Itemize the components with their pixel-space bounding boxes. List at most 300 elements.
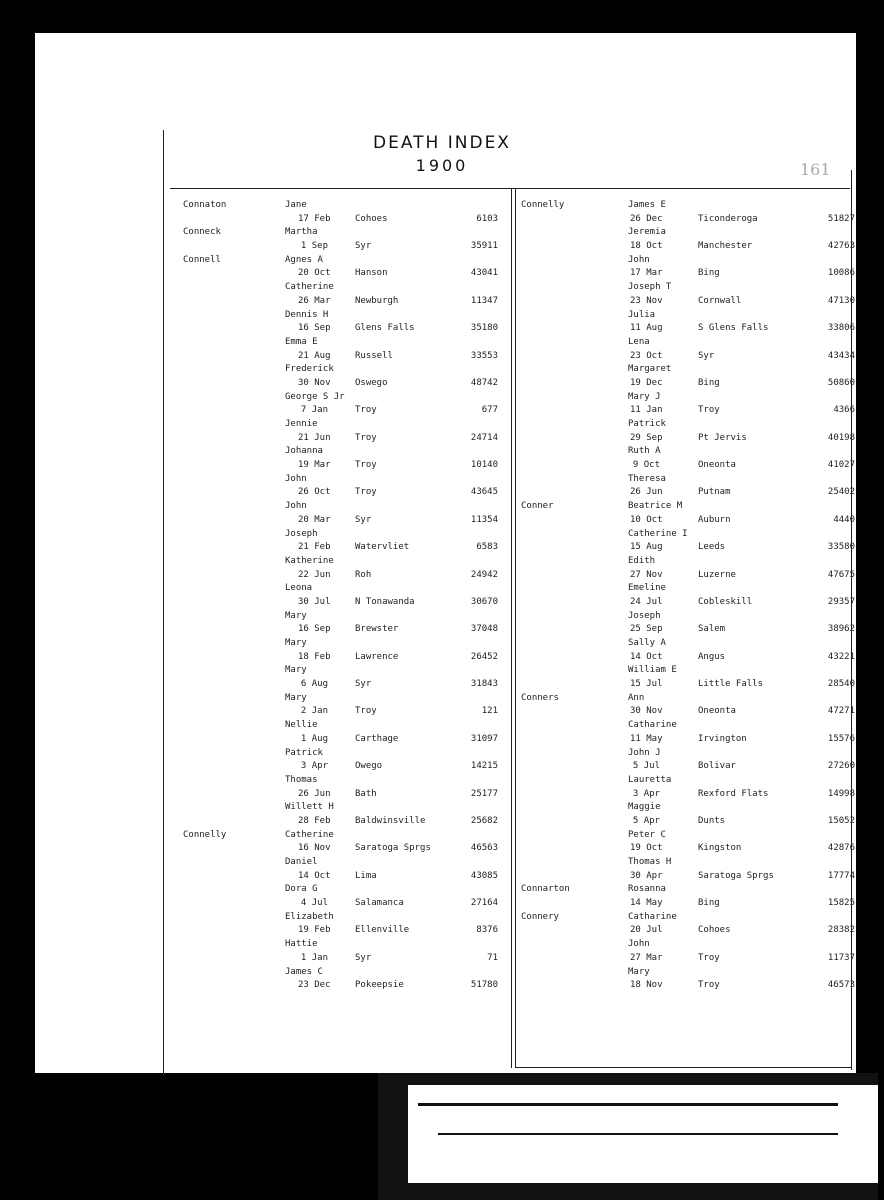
given-name-cell: James C <box>285 966 323 977</box>
surname-cell: Connell <box>183 254 221 265</box>
index-row <box>170 227 510 241</box>
date-cell: 22 Jun <box>298 569 331 580</box>
surname-cell: Connelly <box>521 200 565 210</box>
place-cell: Bing <box>698 268 720 279</box>
index-row <box>518 748 853 762</box>
index-row <box>170 296 510 310</box>
index-row <box>518 624 853 638</box>
date-cell: 30 Nov <box>630 706 663 717</box>
place-cell: Salem <box>698 624 726 635</box>
place-cell: Manchester <box>698 241 753 252</box>
place-cell: Troy <box>355 460 377 471</box>
date-cell: 17 Mar <box>630 268 663 279</box>
certificate-number-cell: 8376 <box>476 925 498 936</box>
index-row <box>170 200 510 214</box>
index-row <box>170 419 510 433</box>
place-cell: Syr <box>355 952 372 963</box>
index-row <box>170 761 510 775</box>
given-name-cell: Nellie <box>285 720 318 731</box>
date-cell: 4 Jul <box>300 898 328 909</box>
index-row <box>518 843 853 857</box>
surname-cell: Conners <box>521 692 559 703</box>
date-cell: 20 Mar <box>298 514 331 525</box>
place-cell: Lima <box>355 870 377 881</box>
date-cell: 11 Aug <box>630 323 663 334</box>
given-name-cell: Patrick <box>628 419 666 429</box>
date-cell: 25 Sep <box>630 624 663 635</box>
given-name-cell: Mary <box>628 966 650 977</box>
given-name-cell: Theresa <box>628 473 666 484</box>
index-row <box>170 501 510 515</box>
index-row <box>518 898 853 912</box>
given-name-cell: Lauretta <box>628 774 672 785</box>
index-row <box>170 720 510 734</box>
right-index-column <box>518 200 853 1070</box>
certificate-number-cell: 26452 <box>470 651 498 662</box>
certificate-number-cell: 25682 <box>470 815 498 826</box>
index-row <box>170 446 510 460</box>
certificate-number-cell: 47271 <box>827 706 855 717</box>
certificate-number-cell: 11347 <box>470 295 498 306</box>
certificate-number-cell: 37048 <box>470 624 498 635</box>
surname-cell: Conner <box>521 501 554 512</box>
date-cell: 19 Oct <box>630 843 663 854</box>
date-cell: 23 Oct <box>630 350 663 361</box>
certificate-number-cell: 28382 <box>827 925 855 936</box>
given-name-cell: Catharine <box>628 911 677 922</box>
index-row <box>170 898 510 912</box>
index-row <box>518 706 853 720</box>
index-row <box>170 843 510 857</box>
index-row <box>518 925 853 939</box>
certificate-number-cell: 14998 <box>827 788 855 799</box>
place-cell: Troy <box>355 487 377 498</box>
date-cell: 30 Apr <box>630 870 663 881</box>
page-number: 161 <box>800 160 831 179</box>
date-cell: 19 Mar <box>298 460 331 471</box>
date-cell: 18 Nov <box>630 980 663 991</box>
index-row <box>518 446 853 460</box>
given-name-cell: Martha <box>285 227 318 238</box>
date-cell: 26 Jun <box>298 788 331 799</box>
date-cell: 1 Sep <box>300 241 328 252</box>
index-row <box>518 241 853 255</box>
certificate-number-cell: 47675 <box>827 569 855 580</box>
index-row <box>170 268 510 282</box>
date-cell: 29 Sep <box>630 432 663 443</box>
date-cell: 21 Feb <box>298 542 331 553</box>
date-cell: 16 Nov <box>298 843 331 854</box>
certificate-number-cell: 43645 <box>470 487 498 498</box>
date-cell: 23 Dec <box>298 980 331 991</box>
given-name-cell: Margaret <box>628 364 672 375</box>
place-cell: Hanson <box>355 268 388 279</box>
index-row <box>518 556 853 570</box>
index-row <box>518 953 853 967</box>
place-cell: Bolivar <box>698 761 736 772</box>
column-divider <box>511 188 512 1068</box>
index-row <box>518 282 853 296</box>
index-row <box>170 693 510 707</box>
index-row <box>518 652 853 666</box>
index-row <box>170 255 510 269</box>
index-row <box>170 652 510 666</box>
place-cell: Pokeepsie <box>355 980 404 991</box>
given-name-cell: Catherine <box>285 282 334 293</box>
date-cell: 24 Jul <box>630 596 663 607</box>
place-cell: Troy <box>698 980 720 991</box>
index-row <box>518 337 853 351</box>
index-row <box>518 268 853 282</box>
date-cell: 11 Jan <box>630 405 663 416</box>
place-cell: Owego <box>355 761 383 772</box>
given-name-cell: Dennis H <box>285 309 329 320</box>
certificate-number-cell: 43434 <box>827 350 855 361</box>
certificate-number-cell: 29357 <box>827 596 855 607</box>
given-name-cell: Willett H <box>285 802 334 813</box>
date-cell: 6 Aug <box>300 679 328 690</box>
date-cell: 15 Jul <box>630 679 663 690</box>
given-name-cell: Rosanna <box>628 884 666 895</box>
given-name-cell: John <box>285 501 307 512</box>
place-cell: S Glens Falls <box>698 323 769 334</box>
index-row <box>170 706 510 720</box>
certificate-number-cell: 15576 <box>827 733 855 744</box>
date-cell: 26 Jun <box>630 487 663 498</box>
given-name-cell: Peter C <box>628 829 666 840</box>
place-cell: Putnam <box>698 487 731 498</box>
certificate-number-cell: 51780 <box>470 980 498 991</box>
index-row <box>170 474 510 488</box>
index-row <box>170 871 510 885</box>
index-row <box>518 693 853 707</box>
index-row <box>170 351 510 365</box>
date-cell: 27 Mar <box>630 952 663 963</box>
certificate-number-cell: 121 <box>481 706 498 717</box>
place-cell: Bing <box>698 898 720 909</box>
place-cell: Russell <box>355 350 393 361</box>
date-cell: 16 Sep <box>298 323 331 334</box>
certificate-number-cell: 46563 <box>470 843 498 854</box>
index-row <box>170 364 510 378</box>
given-name-cell: Catherine <box>285 829 334 840</box>
certificate-number-cell: 33580 <box>827 542 855 553</box>
place-cell: Ellenville <box>355 925 410 936</box>
place-cell: Cornwall <box>698 295 742 306</box>
index-row <box>170 665 510 679</box>
index-row <box>170 679 510 693</box>
certificate-number-cell: 38962 <box>827 624 855 635</box>
index-row <box>518 296 853 310</box>
index-row <box>170 214 510 228</box>
index-row <box>518 775 853 789</box>
place-cell: Pt Jervis <box>698 432 747 443</box>
index-row <box>518 310 853 324</box>
given-name-cell: Beatrice M <box>628 501 683 512</box>
index-row <box>518 515 853 529</box>
date-cell: 5 Jul <box>632 761 660 772</box>
index-row <box>170 939 510 953</box>
certificate-number-cell: 15825 <box>827 898 855 909</box>
given-name-cell: George S Jr <box>285 391 345 402</box>
given-name-cell: Ann <box>628 692 645 703</box>
given-name-cell: Jennie <box>285 419 318 429</box>
place-cell: Oneonta <box>698 706 736 717</box>
index-row <box>518 351 853 365</box>
index-row <box>170 282 510 296</box>
certificate-number-cell: 35911 <box>470 241 498 252</box>
date-cell: 15 Aug <box>630 542 663 553</box>
given-name-cell: Maggie <box>628 802 661 813</box>
place-cell: Syr <box>698 350 715 361</box>
index-row <box>170 884 510 898</box>
place-cell: Newburgh <box>355 295 399 306</box>
given-name-cell: Jane <box>285 200 307 210</box>
given-name-cell: Mary <box>285 610 307 621</box>
place-cell: Oneonta <box>698 460 736 471</box>
place-cell: Saratoga Sprgs <box>698 870 774 881</box>
given-name-cell: Agnes A <box>285 254 323 265</box>
certificate-number-cell: 14215 <box>470 761 498 772</box>
index-row <box>170 802 510 816</box>
index-row <box>518 830 853 844</box>
place-cell: Troy <box>698 405 720 416</box>
index-row <box>518 542 853 556</box>
place-cell: Auburn <box>698 514 731 525</box>
certificate-number-cell: 11354 <box>470 514 498 525</box>
given-name-cell: Mary <box>285 638 307 648</box>
date-cell: 19 Feb <box>298 925 331 936</box>
date-cell: 30 Nov <box>298 377 331 388</box>
place-cell: Rexford Flats <box>698 788 769 799</box>
given-name-cell: James E <box>628 200 666 210</box>
index-row <box>170 967 510 981</box>
left-border-line <box>163 130 164 1075</box>
given-name-cell: Emeline <box>628 583 666 594</box>
place-cell: Ticonderoga <box>698 213 758 224</box>
index-row <box>170 323 510 337</box>
certificate-number-cell: 31097 <box>470 733 498 744</box>
index-row <box>518 802 853 816</box>
given-name-cell: Joseph <box>285 528 318 539</box>
certificate-number-cell: 50860 <box>827 377 855 388</box>
certificate-number-cell: 15052 <box>827 815 855 826</box>
given-name-cell: Johanna <box>285 446 323 457</box>
index-row <box>170 734 510 748</box>
scan-edge-dark-4 <box>438 1133 838 1135</box>
index-row <box>170 789 510 803</box>
place-cell: Baldwinsville <box>355 815 426 826</box>
index-row <box>518 761 853 775</box>
date-cell: 18 Oct <box>630 241 663 252</box>
scan-edge-dark-3 <box>418 1103 838 1106</box>
place-cell: Troy <box>355 432 377 443</box>
index-row <box>170 638 510 652</box>
place-cell: Cohoes <box>355 213 388 224</box>
index-row <box>170 378 510 392</box>
certificate-number-cell: 17774 <box>827 870 855 881</box>
certificate-number-cell: 10140 <box>470 460 498 471</box>
certificate-number-cell: 46573 <box>827 980 855 991</box>
certificate-number-cell: 25402 <box>827 487 855 498</box>
given-name-cell: Katherine <box>285 555 334 566</box>
given-name-cell: Thomas <box>285 774 318 785</box>
certificate-number-cell: 71 <box>487 952 498 963</box>
index-row <box>170 433 510 447</box>
date-cell: 14 Oct <box>630 651 663 662</box>
date-cell: 17 Feb <box>298 213 331 224</box>
index-row <box>518 255 853 269</box>
place-cell: Cohoes <box>698 925 731 936</box>
place-cell: Salamanca <box>355 898 404 909</box>
given-name-cell: John <box>285 473 307 484</box>
left-index-column <box>170 200 510 1070</box>
index-row <box>518 227 853 241</box>
given-name-cell: Julia <box>628 309 656 320</box>
index-row <box>170 337 510 351</box>
place-cell: Irvington <box>698 733 747 744</box>
index-row <box>170 310 510 324</box>
given-name-cell: Ruth A <box>628 446 661 457</box>
date-cell: 10 Oct <box>630 514 663 525</box>
index-row <box>518 638 853 652</box>
date-cell: 1 Jan <box>300 952 328 963</box>
certificate-number-cell: 43041 <box>470 268 498 279</box>
date-cell: 21 Aug <box>298 350 331 361</box>
scan-artifact-strip <box>378 1073 878 1200</box>
place-cell: Carthage <box>355 733 399 744</box>
date-cell: 18 Feb <box>298 651 331 662</box>
index-row <box>518 323 853 337</box>
place-cell: Saratoga Sprgs <box>355 843 431 854</box>
given-name-cell: John J <box>628 747 661 758</box>
date-cell: 3 Apr <box>300 761 328 772</box>
index-row <box>170 460 510 474</box>
place-cell: Syr <box>355 679 372 690</box>
scan-edge-dark <box>378 1073 878 1085</box>
certificate-number-cell: 677 <box>481 405 498 416</box>
index-row <box>518 501 853 515</box>
date-cell: 11 May <box>630 733 663 744</box>
given-name-cell: Hattie <box>285 939 318 950</box>
index-row <box>170 556 510 570</box>
place-cell: Watervliet <box>355 542 410 553</box>
date-cell: 20 Jul <box>630 925 663 936</box>
certificate-number-cell: 24942 <box>470 569 498 580</box>
scan-edge-dark-2 <box>378 1085 408 1200</box>
index-row <box>518 734 853 748</box>
index-row <box>518 487 853 501</box>
place-cell: Kingston <box>698 843 742 854</box>
place-cell: Luzerne <box>698 569 736 580</box>
place-cell: Angus <box>698 651 726 662</box>
index-row <box>518 871 853 885</box>
certificate-number-cell: 40198 <box>827 432 855 443</box>
given-name-cell: John <box>628 254 650 265</box>
date-cell: 27 Nov <box>630 569 663 580</box>
certificate-number-cell: 25177 <box>470 788 498 799</box>
given-name-cell: Catherine I <box>628 528 688 539</box>
index-row <box>518 433 853 447</box>
place-cell: Leeds <box>698 542 726 553</box>
certificate-number-cell: 43085 <box>470 870 498 881</box>
date-cell: 30 Jul <box>298 596 331 607</box>
place-cell: Cobleskill <box>698 596 753 607</box>
place-cell: Bath <box>355 788 377 799</box>
certificate-number-cell: 31843 <box>470 679 498 690</box>
surname-cell: Connaton <box>183 200 227 210</box>
index-row <box>170 857 510 871</box>
certificate-number-cell: 42876 <box>827 843 855 854</box>
place-cell: Roh <box>355 569 372 580</box>
certificate-number-cell: 33806 <box>827 323 855 334</box>
index-row <box>518 474 853 488</box>
certificate-number-cell: 28540 <box>827 679 855 690</box>
index-row <box>518 857 853 871</box>
certificate-number-cell: 35180 <box>470 323 498 334</box>
certificate-number-cell: 4440 <box>833 514 855 525</box>
surname-cell: Conneck <box>183 227 221 238</box>
certificate-number-cell: 43221 <box>827 651 855 662</box>
date-cell: 26 Dec <box>630 213 663 224</box>
index-row <box>170 624 510 638</box>
given-name-cell: Patrick <box>285 747 323 758</box>
index-row <box>170 830 510 844</box>
index-row <box>170 542 510 556</box>
place-cell: Bing <box>698 377 720 388</box>
date-cell: 28 Feb <box>298 815 331 826</box>
index-row <box>518 405 853 419</box>
date-cell: 20 Oct <box>298 268 331 279</box>
page-title: DEATH INDEX <box>373 133 511 153</box>
index-row <box>170 515 510 529</box>
date-cell: 23 Nov <box>630 295 663 306</box>
index-row <box>518 392 853 406</box>
place-cell: Oswego <box>355 377 388 388</box>
index-row <box>518 460 853 474</box>
certificate-number-cell: 51827 <box>827 213 855 224</box>
certificate-number-cell: 11737 <box>827 952 855 963</box>
index-row <box>170 775 510 789</box>
certificate-number-cell: 47130 <box>827 295 855 306</box>
index-row <box>170 925 510 939</box>
place-cell: Syr <box>355 514 372 525</box>
index-row <box>170 241 510 255</box>
certificate-number-cell: 41027 <box>827 460 855 471</box>
certificate-number-cell: 42763 <box>827 241 855 252</box>
scan-edge-dark-5 <box>408 1183 878 1200</box>
date-cell: 9 Oct <box>632 460 660 471</box>
given-name-cell: Daniel <box>285 857 318 867</box>
certificate-number-cell: 10086 <box>827 268 855 279</box>
place-cell: Troy <box>355 706 377 717</box>
index-row <box>170 583 510 597</box>
date-cell: 5 Apr <box>632 815 660 826</box>
index-row <box>518 939 853 953</box>
place-cell: Syr <box>355 241 372 252</box>
index-row <box>518 980 853 994</box>
index-row <box>170 529 510 543</box>
surname-cell: Connarton <box>521 884 570 895</box>
date-cell: 26 Mar <box>298 295 331 306</box>
given-name-cell: Elizabeth <box>285 911 334 922</box>
place-cell: Dunts <box>698 815 726 826</box>
certificate-number-cell: 6103 <box>476 213 498 224</box>
index-row <box>518 912 853 926</box>
place-cell: Troy <box>355 405 377 416</box>
index-row <box>170 748 510 762</box>
certificate-number-cell: 30670 <box>470 596 498 607</box>
